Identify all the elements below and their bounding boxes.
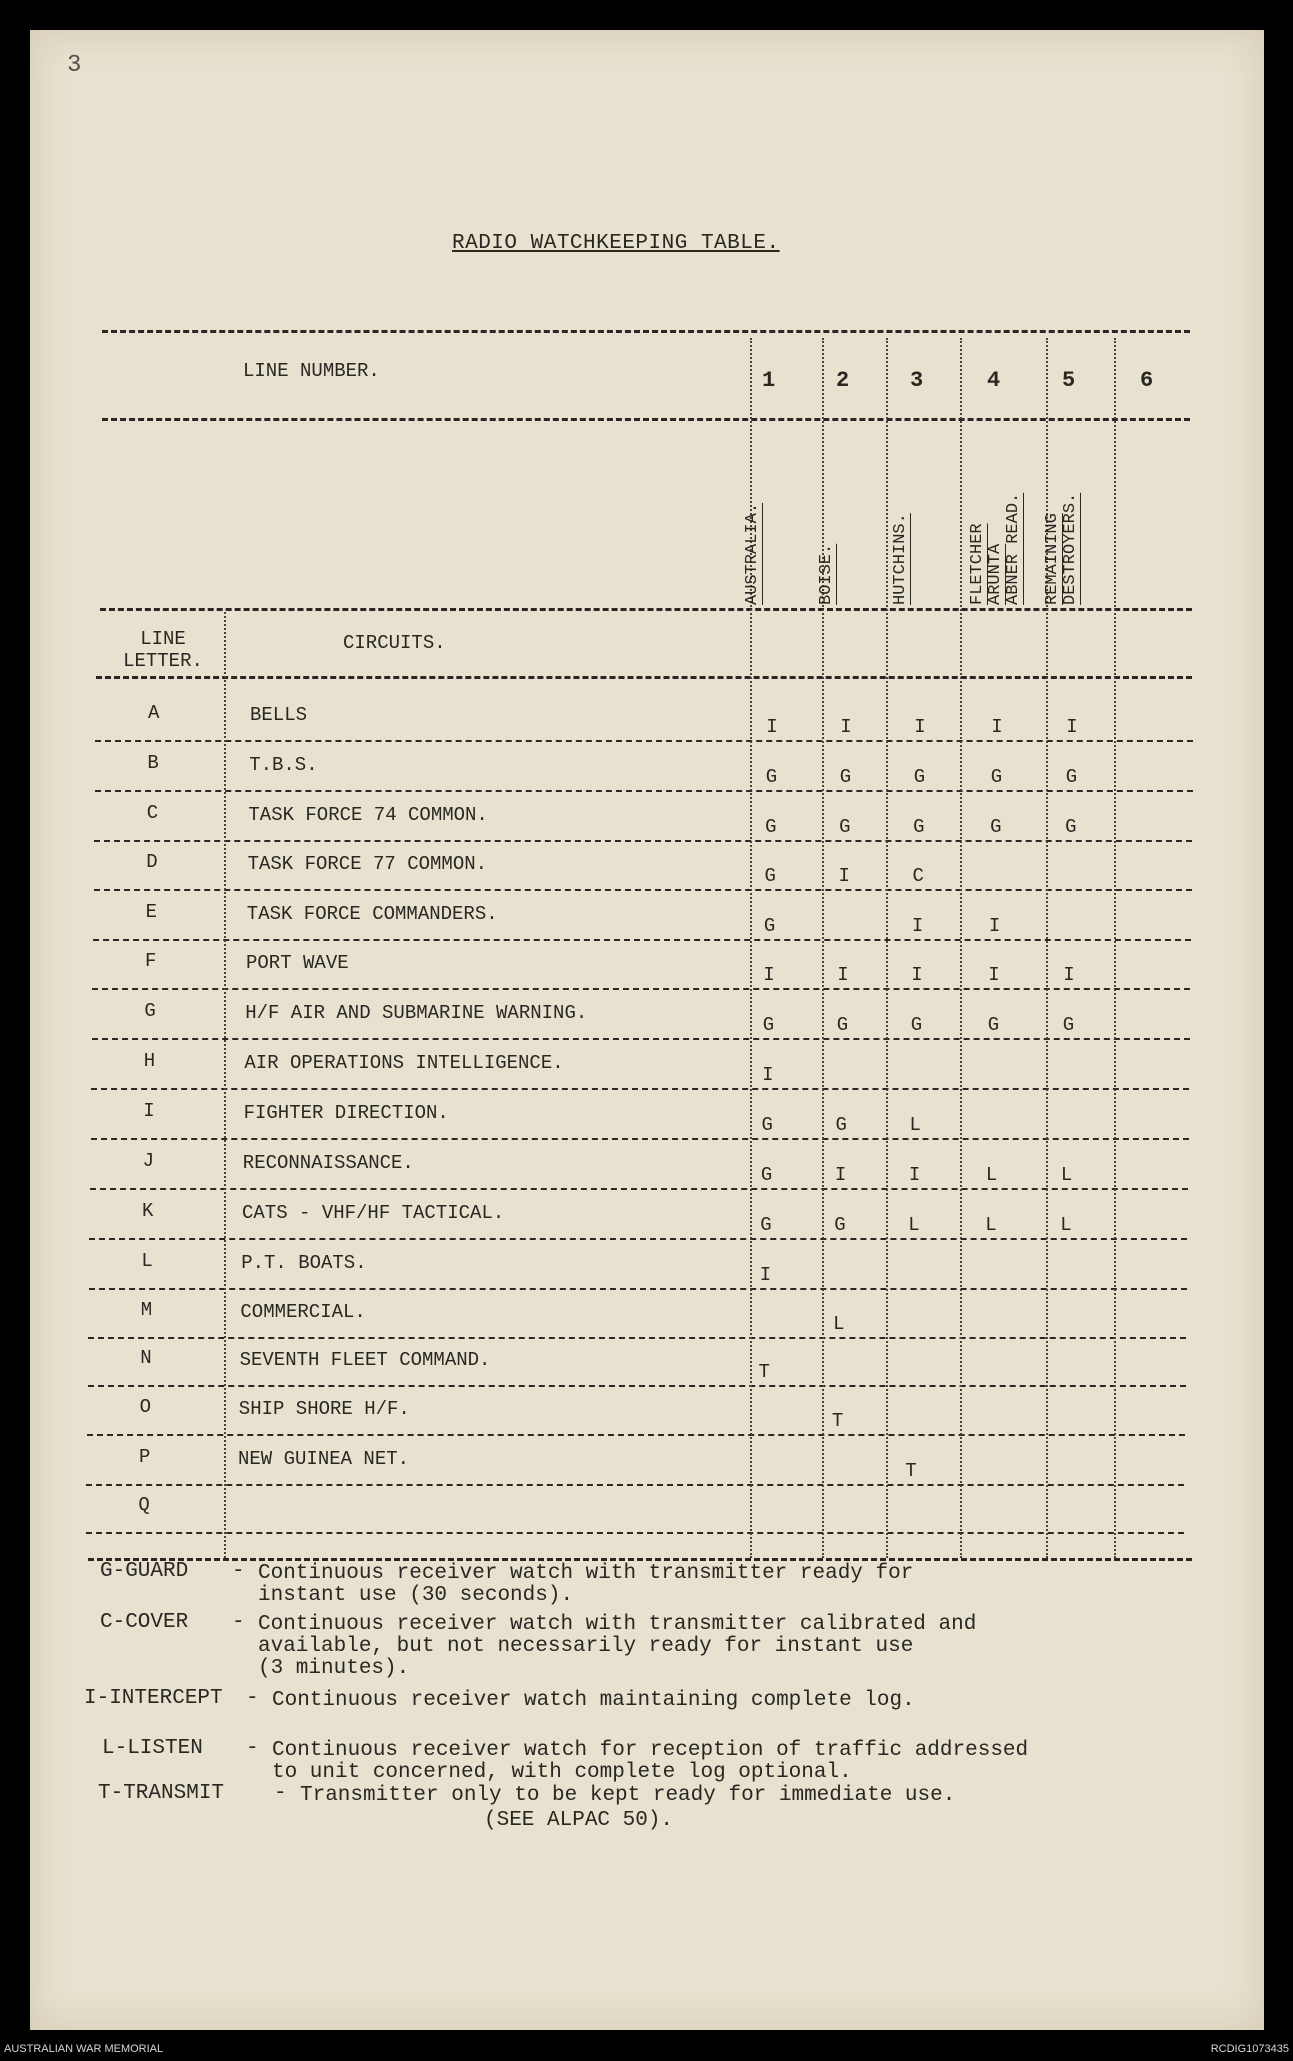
row-circuit: CATS - VHF/HF TACTICAL. — [242, 1202, 505, 1224]
table-cell: I — [911, 964, 923, 986]
table-cell: L — [1060, 1214, 1072, 1236]
row-letter: C — [146, 802, 159, 824]
row-letter: E — [145, 901, 157, 923]
table-cell: G — [760, 1164, 773, 1186]
rule-row — [94, 889, 1192, 891]
column-ship-name: REMAINING DESTROYERS. — [1043, 492, 1080, 605]
rule-bottom — [88, 1558, 1192, 1561]
rule-row — [88, 1337, 1186, 1339]
rule-top — [102, 330, 1190, 333]
table-cell: G — [1062, 1014, 1075, 1036]
table-cell: G — [839, 816, 851, 838]
footer-left: AUSTRALIAN WAR MEMORIAL — [4, 2043, 164, 2055]
legend-code: L-LISTEN — [102, 1737, 203, 1760]
table-cell: I — [840, 716, 852, 738]
legend-note: (SEE ALPAC 50). — [484, 1809, 674, 1832]
line-letter-label: LINE LETTER. — [123, 628, 203, 672]
page-title: RADIO WATCHKEEPING TABLE. — [452, 232, 780, 255]
table-cell: I — [991, 716, 1003, 738]
rule-columns — [96, 676, 1192, 679]
table-cell: G — [913, 766, 926, 788]
table-cell: G — [990, 766, 1003, 788]
row-circuit: BELLS — [250, 704, 308, 726]
table-cell: I — [838, 865, 850, 887]
row-circuit: TASK FORCE 74 COMMON. — [248, 804, 488, 826]
table-cell: L — [908, 1214, 920, 1236]
table-cell: I — [914, 716, 926, 738]
legend-dash: - — [246, 1737, 259, 1760]
table-cell: I — [762, 1064, 774, 1086]
column-number: 5 — [1062, 368, 1076, 393]
rule-row — [91, 1088, 1189, 1090]
table-cell: G — [834, 1214, 846, 1236]
column-divider — [886, 338, 888, 1558]
table-cell: I — [911, 915, 924, 937]
legend-code: C-COVER — [100, 1611, 189, 1634]
table-cell: G — [761, 1114, 773, 1136]
table-cell: G — [763, 915, 776, 937]
legend-code: I-INTERCEPT — [84, 1687, 223, 1710]
row-circuit: P.T. BOATS. — [241, 1252, 367, 1274]
table-cell: I — [1066, 716, 1078, 738]
table-cell: I — [908, 1164, 921, 1186]
row-circuit: TASK FORCE 77 COMMON. — [247, 853, 488, 875]
table-cell: T — [758, 1361, 770, 1383]
rule-row — [92, 988, 1190, 990]
column-ship-name: HUTCHINS. — [891, 513, 910, 605]
rule-ships — [100, 608, 1192, 611]
rule-row — [94, 840, 1192, 842]
legend-text: Transmitter only to be kept ready for immediate use. — [300, 1784, 956, 1807]
row-circuit: NEW GUINEA NET. — [238, 1448, 410, 1470]
column-ship-name: AUSTRALIA. — [743, 502, 762, 605]
row-circuit: FIGHTER DIRECTION. — [243, 1102, 449, 1124]
rule-row — [91, 1138, 1189, 1140]
row-letter: I — [143, 1100, 155, 1122]
legend-dash: - — [232, 1611, 245, 1634]
legend-code: G-GUARD — [100, 1560, 189, 1583]
row-circuit: AIR OPERATIONS INTELLIGENCE. — [244, 1052, 564, 1074]
row-letter: L — [141, 1250, 153, 1272]
table-cell: G — [764, 865, 776, 887]
row-letter: B — [147, 752, 159, 774]
table-cell: L — [909, 1114, 921, 1136]
row-circuit: PORT WAVE — [246, 952, 349, 974]
row-circuit: SEVENTH FLEET COMMAND. — [239, 1349, 491, 1371]
rule-row — [90, 1188, 1188, 1190]
table-cell: I — [834, 1164, 847, 1186]
table-cell: L — [985, 1164, 998, 1186]
row-letter: K — [142, 1200, 154, 1222]
rule-row — [89, 1288, 1187, 1290]
column-number: 6 — [1140, 368, 1154, 393]
row-letter: Q — [138, 1494, 150, 1516]
rule-row — [95, 740, 1193, 742]
row-circuit: SHIP SHORE H/F. — [238, 1398, 410, 1420]
table-cell: L — [1060, 1164, 1073, 1186]
row-letter: P — [139, 1446, 151, 1468]
legend-text: Continuous receiver watch for reception of traffic addressed to unit concerned, with complete log optional. — [272, 1739, 1029, 1784]
row-circuit: TASK FORCE COMMANDERS. — [246, 903, 498, 925]
corner-mark: 3 — [67, 52, 82, 79]
row-letter: A — [148, 702, 160, 724]
letter-divider — [224, 612, 226, 1558]
column-number: 1 — [762, 368, 776, 393]
row-letter: H — [143, 1050, 156, 1072]
row-letter: J — [142, 1150, 154, 1172]
rule-row — [92, 1038, 1190, 1040]
table-cell: G — [760, 1214, 772, 1236]
rule-row — [93, 939, 1191, 941]
table-cell: T — [905, 1460, 917, 1482]
table-cell: G — [910, 1014, 923, 1036]
row-letter: O — [139, 1396, 151, 1418]
table-cell: G — [987, 1014, 1000, 1036]
table-cell: L — [985, 1214, 997, 1236]
column-number: 3 — [910, 368, 924, 393]
table-cell: G — [836, 1014, 849, 1036]
legend-dash: - — [246, 1687, 259, 1710]
table-cell: G — [765, 766, 778, 788]
row-letter: N — [140, 1347, 152, 1369]
footer-right: RCDIG1073435 — [1210, 2043, 1289, 2055]
table-cell: I — [988, 915, 1001, 937]
circuits-label: CIRCUITS. — [343, 632, 446, 654]
rule-row — [88, 1385, 1186, 1387]
row-letter: D — [146, 851, 158, 873]
rule-row — [87, 1434, 1185, 1436]
column-ship-name: FLETCHER ARUNTA ABNER READ. — [968, 492, 1023, 605]
legend-dash: - — [232, 1560, 245, 1583]
rule-row — [86, 1484, 1184, 1486]
column-number: 2 — [836, 368, 850, 393]
table-cell: C — [912, 865, 924, 887]
legend-text: Continuous receiver watch with transmitter calibrated and available, but not necessarily ready for instant use (3 minutes). — [258, 1613, 977, 1680]
row-circuit: COMMERCIAL. — [240, 1301, 366, 1323]
table-cell: G — [765, 816, 777, 838]
rule-row — [89, 1238, 1187, 1240]
legend-text: Continuous receiver watch maintaining complete log. — [272, 1689, 915, 1712]
table-cell: G — [762, 1014, 775, 1036]
rule-header — [102, 418, 1190, 421]
row-circuit: H/F AIR AND SUBMARINE WARNING. — [245, 1002, 588, 1024]
table-cell: G — [835, 1114, 847, 1136]
column-number: 4 — [987, 368, 1001, 393]
column-ship-name: BOISE. — [817, 543, 836, 605]
table-cell: I — [766, 716, 778, 738]
column-divider — [960, 338, 962, 1558]
rule-row — [95, 790, 1193, 792]
rule-row — [86, 1532, 1184, 1534]
table-cell: G — [1065, 816, 1077, 838]
row-circuit: T.B.S. — [249, 754, 318, 776]
legend-text: Continuous receiver watch with transmitter ready for instant use (30 seconds). — [258, 1562, 914, 1607]
table-cell: G — [839, 766, 852, 788]
row-circuit: RECONNAISSANCE. — [242, 1152, 414, 1174]
column-divider — [1114, 338, 1116, 1558]
line-number-label: LINE NUMBER. — [243, 360, 380, 382]
table-cell: I — [759, 1264, 772, 1286]
table-cell: L — [833, 1313, 845, 1335]
table-cell: G — [990, 816, 1002, 838]
legend-code: T-TRANSMIT — [98, 1782, 225, 1805]
legend-dash: - — [274, 1782, 287, 1805]
row-letter: F — [145, 950, 157, 972]
table-cell: I — [1063, 964, 1075, 986]
table-cell: T — [831, 1410, 844, 1432]
table-cell: G — [913, 816, 925, 838]
table-cell: I — [837, 964, 849, 986]
row-letter: M — [140, 1299, 153, 1321]
table-cell: I — [763, 964, 775, 986]
table-cell: G — [1065, 766, 1078, 788]
table-cell: I — [988, 964, 1000, 986]
row-letter: G — [144, 1000, 156, 1022]
